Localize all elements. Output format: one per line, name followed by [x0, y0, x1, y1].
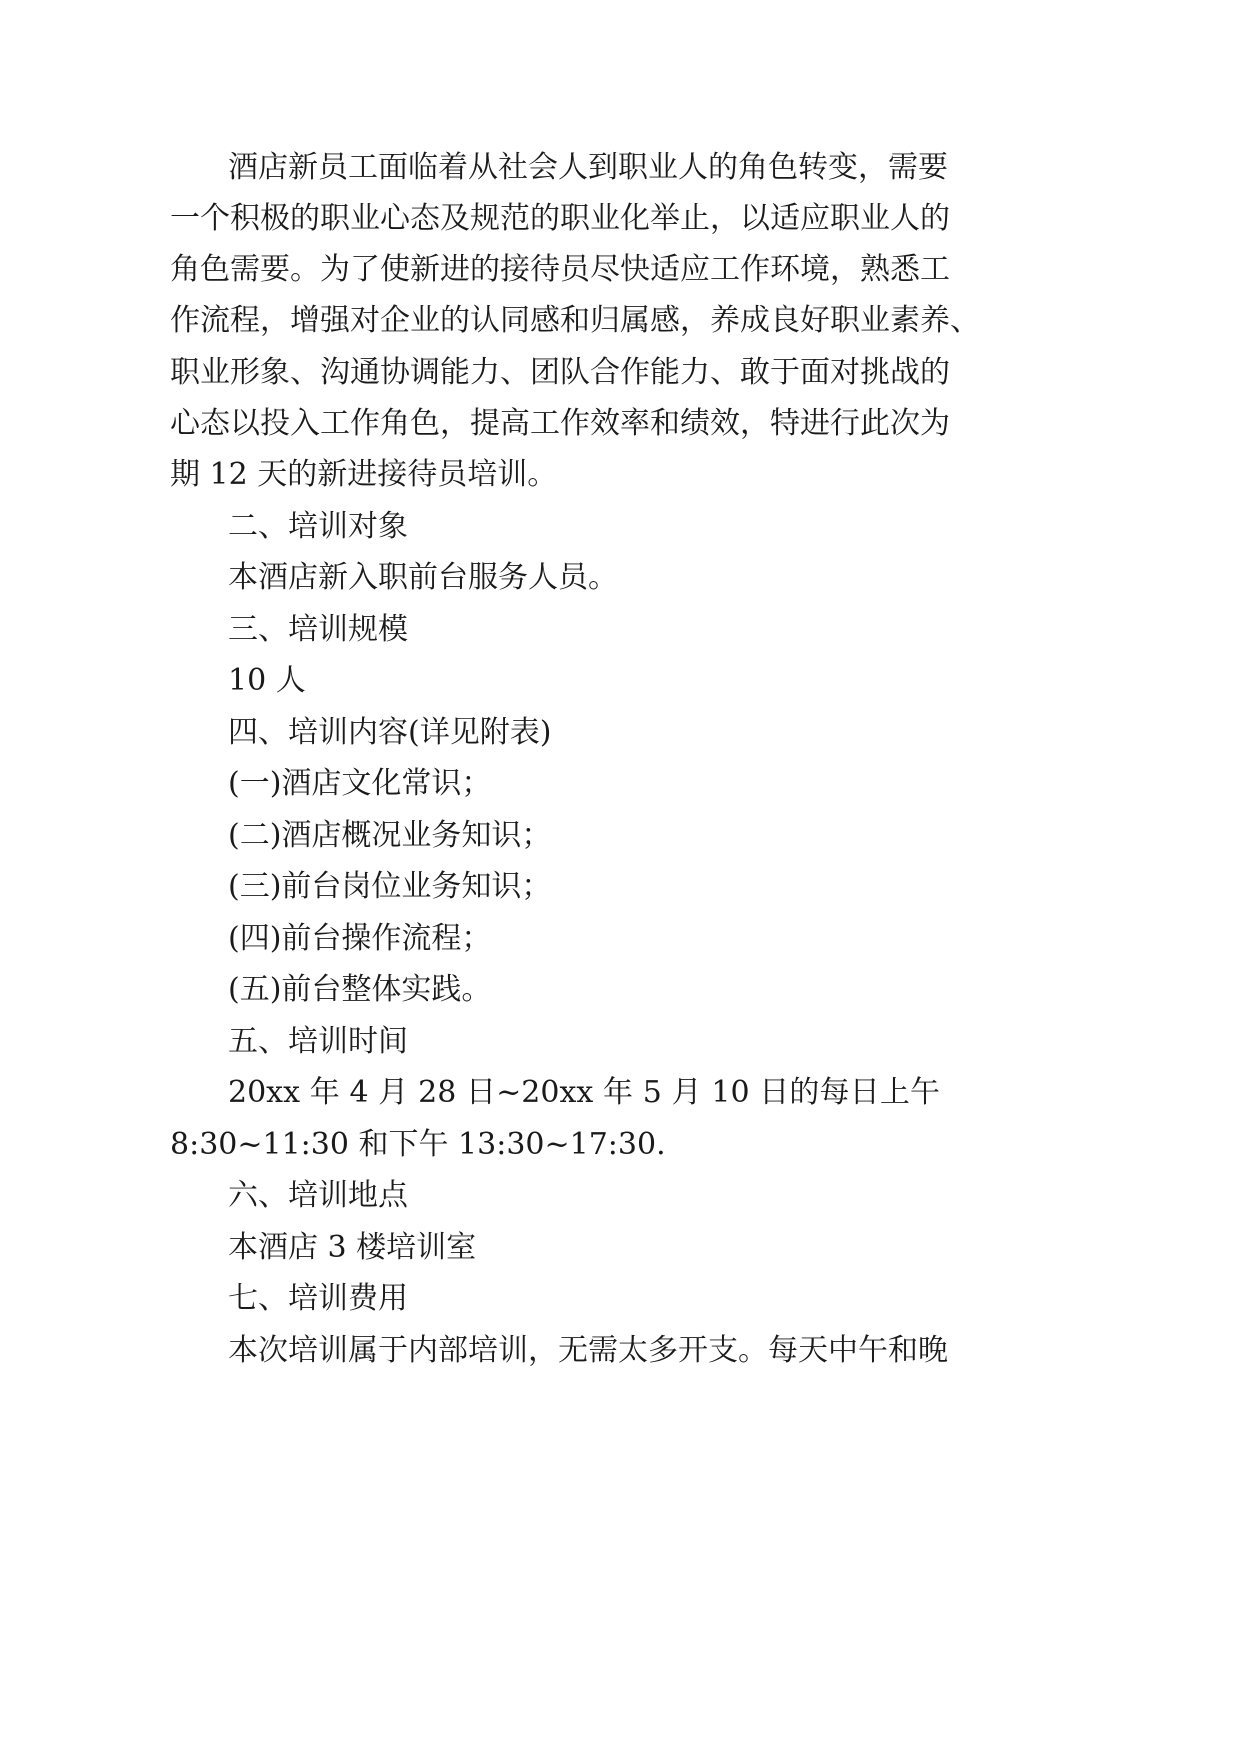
content-item-3: (三)前台岗位业务知识；	[228, 869, 552, 904]
section-heading-scale: 三、培训规模	[228, 612, 408, 647]
section-heading-time: 五、培训时间	[228, 1024, 408, 1059]
paragraph-intro-line-6: 心态以投入工作角色，提高工作效率和绩效，特进行此次为	[170, 406, 950, 441]
section-heading-content: 四、培训内容(详见附表)	[228, 715, 552, 750]
scale-text: 10 人	[228, 663, 306, 698]
paragraph-intro-line-5: 职业形象、沟通协调能力、团队合作能力、敢于面对挑战的	[170, 355, 950, 390]
content-item-1: (一)酒店文化常识；	[228, 766, 492, 801]
paragraph-intro-line-3: 角色需要。为了使新进的接待员尽快适应工作环境，熟悉工	[170, 252, 950, 287]
section-heading-cost: 七、培训费用	[228, 1281, 408, 1316]
location-text: 本酒店 3 楼培训室	[228, 1230, 477, 1265]
content-item-2: (二)酒店概况业务知识；	[228, 818, 552, 853]
time-text-line-2: 8:30~11:30 和下午 13:30~17:30.	[170, 1127, 666, 1162]
paragraph-intro-line-4: 作流程，增强对企业的认同感和归属感，养成良好职业素养、	[170, 303, 980, 338]
section-heading-location: 六、培训地点	[228, 1178, 408, 1213]
cost-text-line-1: 本次培训属于内部培训，无需太多开支。每天中午和晚	[228, 1333, 948, 1368]
trainees-text: 本酒店新入职前台服务人员。	[228, 560, 618, 595]
paragraph-intro-line-1: 酒店新员工面临着从社会人到职业人的角色转变，需要	[228, 150, 948, 185]
paragraph-intro-line-7: 期 12 天的新进接待员培训。	[170, 457, 558, 492]
content-item-4: (四)前台操作流程；	[228, 921, 492, 956]
section-heading-trainees: 二、培训对象	[228, 509, 408, 544]
time-text-line-1: 20xx 年 4 月 28 日~20xx 年 5 月 10 日的每日上午	[228, 1075, 940, 1110]
paragraph-intro-line-2: 一个积极的职业心态及规范的职业化举止，以适应职业人的	[170, 201, 950, 236]
content-item-5: (五)前台整体实践。	[228, 972, 492, 1007]
